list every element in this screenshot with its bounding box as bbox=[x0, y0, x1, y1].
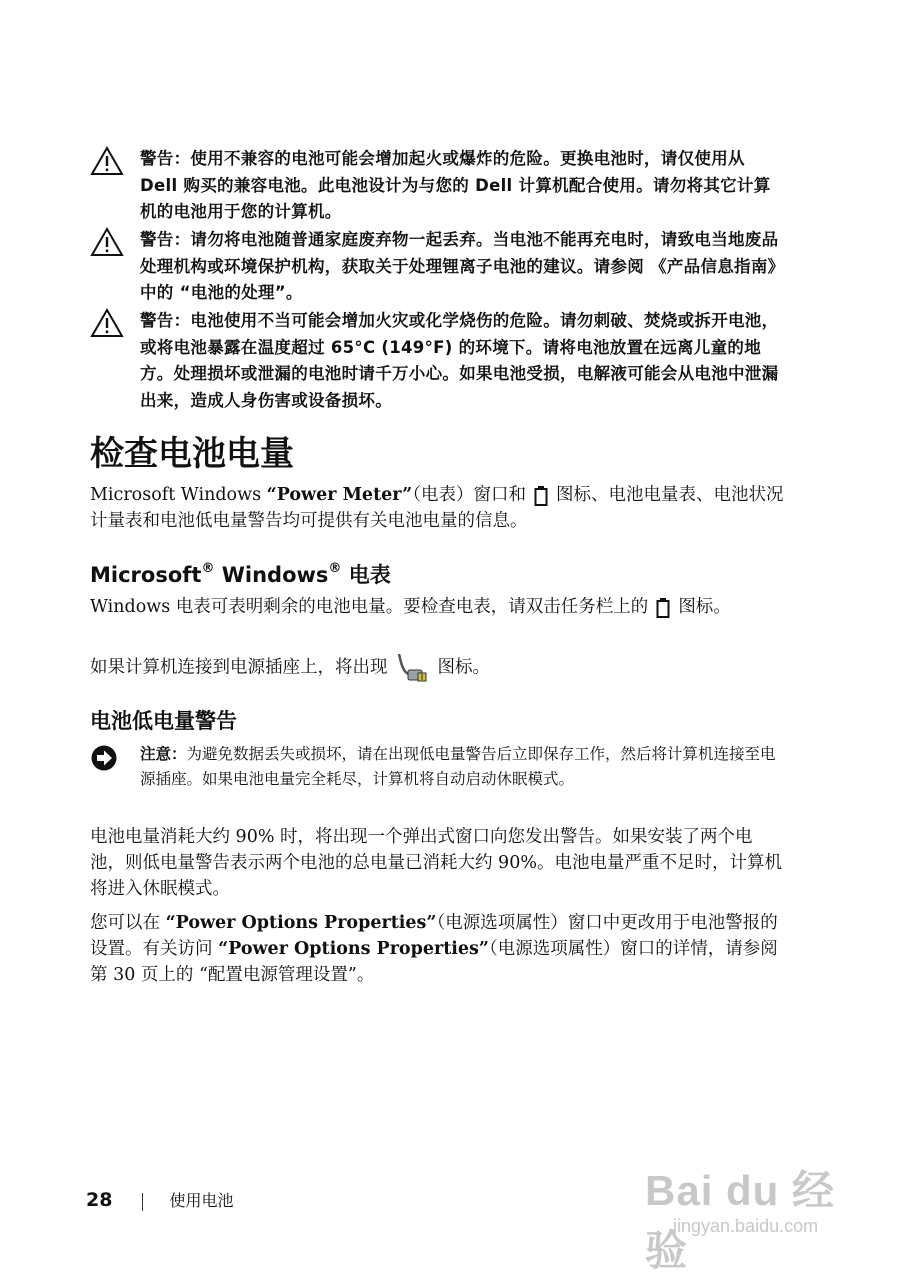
baidu-watermark bbox=[645, 1140, 865, 1274]
section-intro bbox=[90, 482, 785, 534]
ac-plug-icon bbox=[396, 652, 430, 684]
intro-text: （电表）窗口和 bbox=[412, 485, 526, 505]
low-battery-heading: 电池低电量警告 bbox=[90, 709, 237, 733]
paragraph-text: （电源选项属性）窗口的详情，请参阅第 30 页上的 “配置电源管理设置”。 bbox=[90, 939, 778, 985]
registered-mark: ® bbox=[201, 561, 215, 576]
power-options-term: “Power Options Properties” bbox=[165, 913, 437, 933]
power-meter-term: “Power Meter” bbox=[266, 485, 413, 505]
notice-arrow-icon bbox=[90, 744, 118, 772]
battery-icon bbox=[656, 597, 670, 619]
warning-text: 请勿将电池随普通家庭废弃物一起丢弃。当电池不能再充电时，请致电当地废品处理机构或环境保护机构，获取关于处理锂离子电池的建议。请参阅 《产品信息指南》 中的 “电池的处理”。 bbox=[140, 230, 785, 302]
section-title: 检查电池电量 bbox=[90, 434, 294, 474]
watermark-url: jingyan.baidu.com bbox=[673, 1216, 819, 1236]
paragraph-text: 您可以在 bbox=[90, 913, 166, 933]
paragraph-text: 图标。 bbox=[437, 657, 490, 678]
intro-text: 图标、电池电量表、电池状况计量表和电池低电量警告均可提供有关电池电量的信息。 bbox=[90, 485, 784, 531]
paragraph-text: 图标。 bbox=[678, 597, 731, 617]
battery-icon bbox=[534, 485, 548, 507]
meter-paragraph-1 bbox=[90, 594, 785, 620]
intro-text: Microsoft Windows bbox=[90, 485, 267, 505]
warning-text: 使用不兼容的电池可能会增加起火或爆炸的危险。更换电池时，请仅使用从 Dell 购买的兼容电池。此电池设计为与您的 Dell 计算机配合使用。请勿将其它计算机的电池用于您的计算机。 bbox=[140, 149, 771, 221]
warning-triangle-icon bbox=[90, 227, 124, 257]
footer-divider bbox=[142, 1193, 143, 1211]
page-number: 28 bbox=[86, 1189, 113, 1211]
heading-text: Windows bbox=[214, 563, 329, 587]
notice-text: 为避免数据丢失或损坏，请在出现低电量警告后立即保存工作，然后将计算机连接至电源插座。如果电池电量完全耗尽，计算机将自动启动休眠模式。 bbox=[140, 745, 776, 788]
page-footer bbox=[86, 1188, 233, 1211]
heading-text: 电表 bbox=[341, 563, 391, 587]
warning-text: 电池使用不当可能会增加火灾或化学烧伤的危险。请勿刺破、焚烧或拆开电池，或将电池暴露在温度超过 65°C (149°F) 的环境下。请将电池放置在远离儿童的地方。处理损坏或泄漏的电池时请千万小心。如果电池受损，电解液可能会从电池中泄漏出来，造成人身伤害或设备损坏。 bbox=[140, 311, 779, 410]
warning-triangle-icon bbox=[90, 146, 124, 176]
meter-heading bbox=[90, 556, 391, 590]
footer-section: 使用电池 bbox=[169, 1191, 234, 1210]
meter-paragraph-2 bbox=[90, 652, 785, 684]
heading-text: Microsoft bbox=[90, 563, 202, 587]
notice-label: 注意： bbox=[140, 745, 187, 763]
low-battery-paragraph-1: 电池电量消耗大约 90% 时，将出现一个弹出式窗口向您发出警告。如果安装了两个电池，则低电量警告表示两个电池的总电量已消耗大约 90%。电池电量严重不足时，计算机将进入休眠模式。 bbox=[90, 827, 782, 899]
warning-label: 警告： bbox=[140, 149, 191, 168]
paragraph-text: （电源选项属性）窗口中更改用于电池警报的设置。有关访问 bbox=[90, 913, 778, 959]
power-options-term: “Power Options Properties” bbox=[218, 939, 489, 959]
warning-triangle-icon bbox=[90, 308, 124, 338]
paragraph-text: 如果计算机连接到电源插座上，将出现 bbox=[90, 657, 388, 678]
watermark-logo: Bai du 经验 bbox=[645, 1167, 836, 1274]
registered-mark: ® bbox=[328, 561, 342, 576]
low-battery-paragraph-2 bbox=[90, 910, 785, 988]
warning-label: 警告： bbox=[140, 230, 191, 249]
paragraph-text: Windows 电表可表明剩余的电池电量。要检查电表，请双击任务栏上的 bbox=[90, 597, 649, 617]
warning-label: 警告： bbox=[140, 311, 191, 330]
